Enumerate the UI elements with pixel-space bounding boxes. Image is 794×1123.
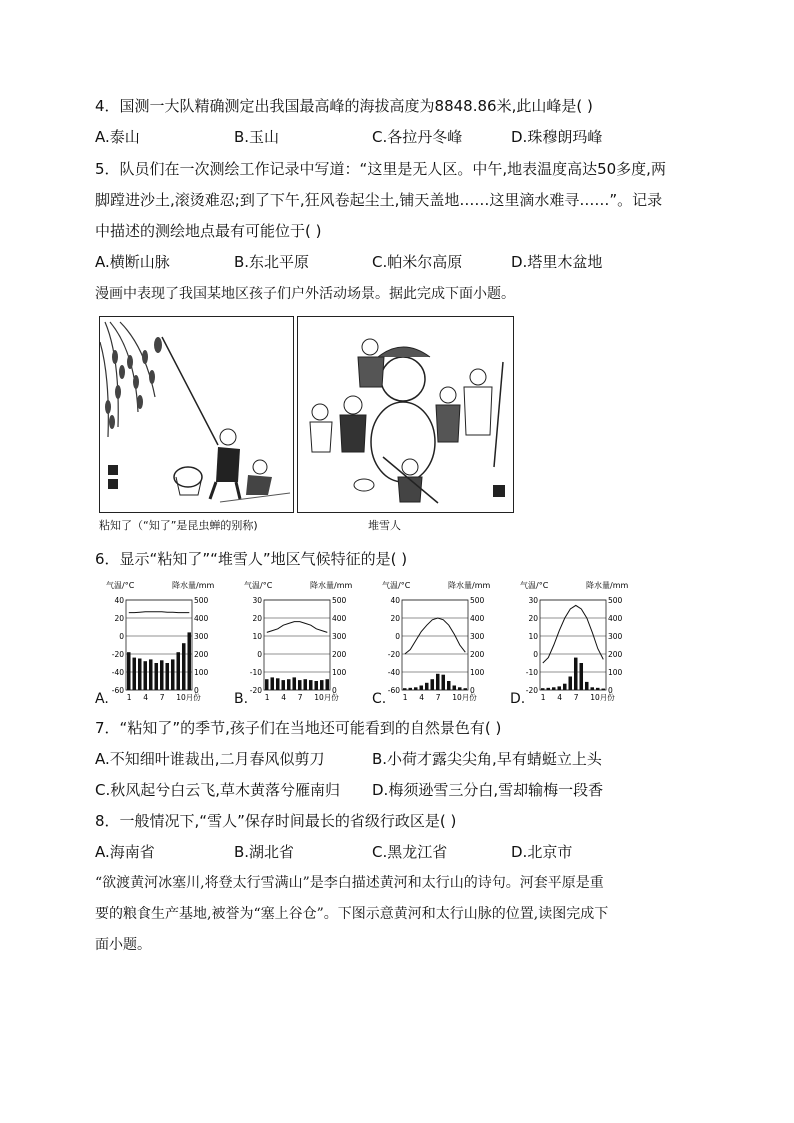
precipitation-bar	[298, 680, 302, 690]
temperature-tick-label: -20	[387, 650, 400, 659]
climate-chart-b	[244, 578, 364, 703]
precipitation-bar	[325, 679, 329, 690]
month-tick-label: 10月份	[314, 693, 339, 702]
precipitation-bar	[425, 683, 429, 690]
temperature-axis-title: 气温/°C	[382, 581, 411, 590]
q7-option-d: D.梅须逊雪三分白,雪却输梅一段香	[372, 781, 604, 799]
precipitation-bar	[171, 659, 175, 690]
precipitation-bar	[557, 686, 561, 690]
precipitation-bar	[552, 687, 556, 690]
temperature-tick-label: 30	[252, 596, 262, 605]
temperature-tick-label: 20	[390, 614, 400, 623]
q8-stem: 8．一般情况下,“雪人”保存时间最长的省级行政区是( )	[95, 812, 457, 830]
precipitation-bar	[585, 682, 589, 690]
precipitation-bar	[160, 660, 164, 690]
precipitation-tick-label: 0	[194, 686, 199, 695]
temperature-tick-label: 40	[390, 596, 400, 605]
cicada-caption: 粘知了（“知了”是昆虫蝉的别称)	[99, 519, 258, 532]
temperature-curve	[129, 612, 190, 613]
precipitation-tick-label: 0	[608, 686, 613, 695]
precipitation-bar	[132, 658, 136, 690]
snowman-caption: 堆雪人	[368, 519, 401, 532]
month-tick-label: 4	[281, 693, 287, 702]
q5-stem-line2: 脚蹚进沙土,滚烫难忍;到了下午,狂风卷起尘土,铺天盖地……这里滴水难寻……”。记录	[95, 191, 663, 209]
precipitation-bar	[546, 688, 550, 690]
precipitation-axis-title: 降水量/mm	[448, 581, 491, 590]
temperature-tick-label: -10	[249, 668, 262, 677]
temperature-axis-title: 气温/°C	[244, 581, 273, 590]
q5-option-b: B.东北平原	[234, 253, 310, 271]
precipitation-tick-label: 300	[608, 632, 623, 641]
q8-option-c: C.黑龙江省	[372, 843, 448, 861]
precipitation-tick-label: 500	[194, 596, 209, 605]
month-tick-label: 10月份	[452, 693, 477, 702]
precipitation-bar	[414, 687, 418, 690]
yellow-river-intro-line2: 要的粮食生产基地,被誉为“塞上谷仓”。下图示意黄河和太行山脉的位置,读图完成下	[95, 906, 609, 922]
precipitation-bar	[419, 686, 423, 691]
precipitation-bar	[182, 643, 186, 690]
q7-option-b: B.小荷才露尖尖角,早有蜻蜓立上头	[372, 750, 602, 768]
temperature-tick-label: 0	[533, 650, 538, 659]
temperature-tick-label: -10	[525, 668, 538, 677]
precipitation-tick-label: 300	[332, 632, 347, 641]
temperature-curve	[543, 605, 604, 663]
temperature-curve	[267, 622, 328, 633]
precipitation-bar	[176, 652, 180, 690]
precipitation-bar	[590, 687, 594, 690]
climate-chart-d	[520, 578, 640, 703]
precipitation-tick-label: 400	[194, 614, 209, 623]
climate-chart-c	[382, 578, 502, 703]
month-tick-label: 4	[419, 693, 425, 702]
temperature-tick-label: -20	[525, 686, 538, 695]
q6-option-c-letter: C.	[372, 691, 387, 707]
month-tick-label: 1	[402, 693, 408, 702]
precipitation-tick-label: 100	[470, 668, 485, 677]
precipitation-tick-label: 400	[332, 614, 347, 623]
temperature-tick-label: 20	[252, 614, 262, 623]
q8-option-d: D.北京市	[511, 843, 573, 861]
q5-option-c: C.帕米尔高原	[372, 253, 463, 271]
q8-option-a: A.海南省	[95, 843, 155, 861]
q4-stem: 4．国测一大队精确测定出我国最高峰的海拔高度为8848.86米,此山峰是( )	[95, 97, 593, 115]
plot-frame	[264, 600, 330, 690]
precipitation-bar	[138, 659, 142, 691]
temperature-tick-label: 10	[252, 632, 262, 641]
precipitation-bar	[314, 681, 318, 690]
precipitation-tick-label: 500	[332, 596, 347, 605]
month-tick-label: 7	[159, 693, 165, 702]
month-tick-label: 1	[126, 693, 132, 702]
climate-chart-a	[106, 578, 226, 703]
precipitation-tick-label: 0	[332, 686, 337, 695]
precipitation-bar	[149, 659, 153, 690]
precipitation-bar	[452, 686, 456, 691]
temperature-tick-label: 40	[114, 596, 124, 605]
precipitation-bar	[441, 675, 445, 690]
q5-stem-line3: 中描述的测绘地点最有可能位于( )	[95, 222, 322, 240]
month-tick-label: 7	[435, 693, 441, 702]
q7-option-a: A.不知细叶谁裁出,二月春风似剪刀	[95, 750, 325, 768]
yellow-river-intro-line3: 面小题。	[95, 937, 151, 953]
precipitation-bar	[463, 688, 467, 690]
precipitation-tick-label: 200	[470, 650, 485, 659]
precipitation-bar	[309, 680, 313, 690]
q4-option-c: C.各拉丹冬峰	[372, 128, 463, 146]
temperature-tick-label: -40	[111, 668, 124, 677]
precipitation-tick-label: 100	[332, 668, 347, 677]
temperature-tick-label: 20	[114, 614, 124, 623]
precipitation-tick-label: 200	[194, 650, 209, 659]
q7-stem: 7．“粘知了”的季节,孩子们在当地还可能看到的自然景色有( )	[95, 719, 502, 737]
temperature-tick-label: 10	[528, 632, 538, 641]
precipitation-tick-label: 500	[470, 596, 485, 605]
precipitation-tick-label: 0	[470, 686, 475, 695]
precipitation-bar	[281, 680, 285, 690]
month-tick-label: 7	[297, 693, 303, 702]
precipitation-bar	[276, 678, 280, 690]
precipitation-axis-title: 降水量/mm	[310, 581, 353, 590]
month-tick-label: 10月份	[590, 693, 615, 702]
precipitation-bar	[403, 688, 407, 690]
temperature-tick-label: -20	[111, 650, 124, 659]
precipitation-tick-label: 100	[608, 668, 623, 677]
precipitation-bar	[601, 689, 605, 690]
precipitation-bar	[127, 652, 131, 690]
precipitation-bar	[579, 663, 583, 690]
precipitation-bar	[154, 663, 158, 690]
precipitation-bar	[447, 681, 451, 690]
precipitation-bar	[270, 677, 274, 690]
q4-option-d: D.珠穆朗玛峰	[511, 128, 603, 146]
precipitation-bar	[303, 679, 307, 690]
q6-stem: 6．显示“粘知了”“堆雪人”地区气候特征的是( )	[95, 550, 408, 568]
precipitation-bar	[292, 677, 296, 690]
precipitation-bar	[541, 688, 545, 690]
precipitation-tick-label: 500	[608, 596, 623, 605]
month-tick-label: 4	[143, 693, 149, 702]
q6-option-a-letter: A.	[95, 691, 109, 707]
precipitation-tick-label: 400	[608, 614, 623, 623]
precipitation-tick-label: 100	[194, 668, 209, 677]
precipitation-bar	[187, 632, 191, 690]
precipitation-bar	[436, 674, 440, 690]
q4-option-a: A.泰山	[95, 128, 140, 146]
precipitation-bar	[458, 687, 462, 690]
precipitation-axis-title: 降水量/mm	[172, 581, 215, 590]
q4-option-b: B.玉山	[234, 128, 280, 146]
temperature-axis-title: 气温/°C	[520, 581, 549, 590]
precipitation-tick-label: 200	[608, 650, 623, 659]
precipitation-bar	[165, 663, 169, 690]
snowman-cartoon-illustration	[298, 317, 513, 512]
q7-option-c: C.秋风起兮白云飞,草木黄落兮雁南归	[95, 781, 341, 799]
plot-frame	[402, 600, 468, 690]
precipitation-bar	[596, 688, 600, 690]
q8-option-b: B.湖北省	[234, 843, 295, 861]
precipitation-bar	[568, 677, 572, 691]
precipitation-bar	[320, 680, 324, 690]
precipitation-bar	[574, 658, 578, 690]
temperature-tick-label: 0	[395, 632, 400, 641]
temperature-tick-label: -40	[387, 668, 400, 677]
precipitation-bar	[408, 688, 412, 690]
precipitation-tick-label: 400	[470, 614, 485, 623]
q5-option-d: D.塔里木盆地	[511, 253, 603, 271]
precipitation-bar	[143, 661, 147, 690]
cartoon-intro: 漫画中表现了我国某地区孩子们户外活动场景。据此完成下面小题。	[95, 286, 515, 302]
precipitation-tick-label: 300	[470, 632, 485, 641]
temperature-axis-title: 气温/°C	[106, 581, 135, 590]
month-tick-label: 1	[264, 693, 270, 702]
precipitation-tick-label: 200	[332, 650, 347, 659]
q5-option-a: A.横断山脉	[95, 253, 170, 271]
month-tick-label: 1	[540, 693, 546, 702]
precipitation-axis-title: 降水量/mm	[586, 581, 629, 590]
temperature-tick-label: 0	[119, 632, 124, 641]
temperature-tick-label: -60	[387, 686, 400, 695]
cartoon-catch-cicada-panel	[99, 316, 294, 513]
temperature-tick-label: -20	[249, 686, 262, 695]
month-tick-label: 4	[557, 693, 563, 702]
precipitation-bar	[430, 679, 434, 690]
precipitation-bar	[265, 679, 269, 690]
q5-stem-line1: 5．队员们在一次测绘工作记录中写道：“这里是无人区。中午,地表温度高达50多度,两	[95, 160, 666, 178]
temperature-tick-label: 30	[528, 596, 538, 605]
precipitation-bar	[287, 679, 291, 690]
cicada-cartoon-illustration	[100, 317, 293, 512]
temperature-tick-label: 20	[528, 614, 538, 623]
temperature-tick-label: 0	[257, 650, 262, 659]
cartoon-snowman-panel	[297, 316, 514, 513]
month-tick-label: 10月份	[176, 693, 201, 702]
temperature-tick-label: -60	[111, 686, 124, 695]
yellow-river-intro-line1: “欲渡黄河冰塞川,将登太行雪满山”是李白描述黄河和太行山的诗句。河套平原是重	[95, 875, 604, 891]
precipitation-tick-label: 300	[194, 632, 209, 641]
month-tick-label: 7	[573, 693, 579, 702]
q6-option-d-letter: D.	[510, 691, 526, 707]
precipitation-bar	[563, 684, 567, 690]
q6-option-b-letter: B.	[234, 691, 249, 707]
